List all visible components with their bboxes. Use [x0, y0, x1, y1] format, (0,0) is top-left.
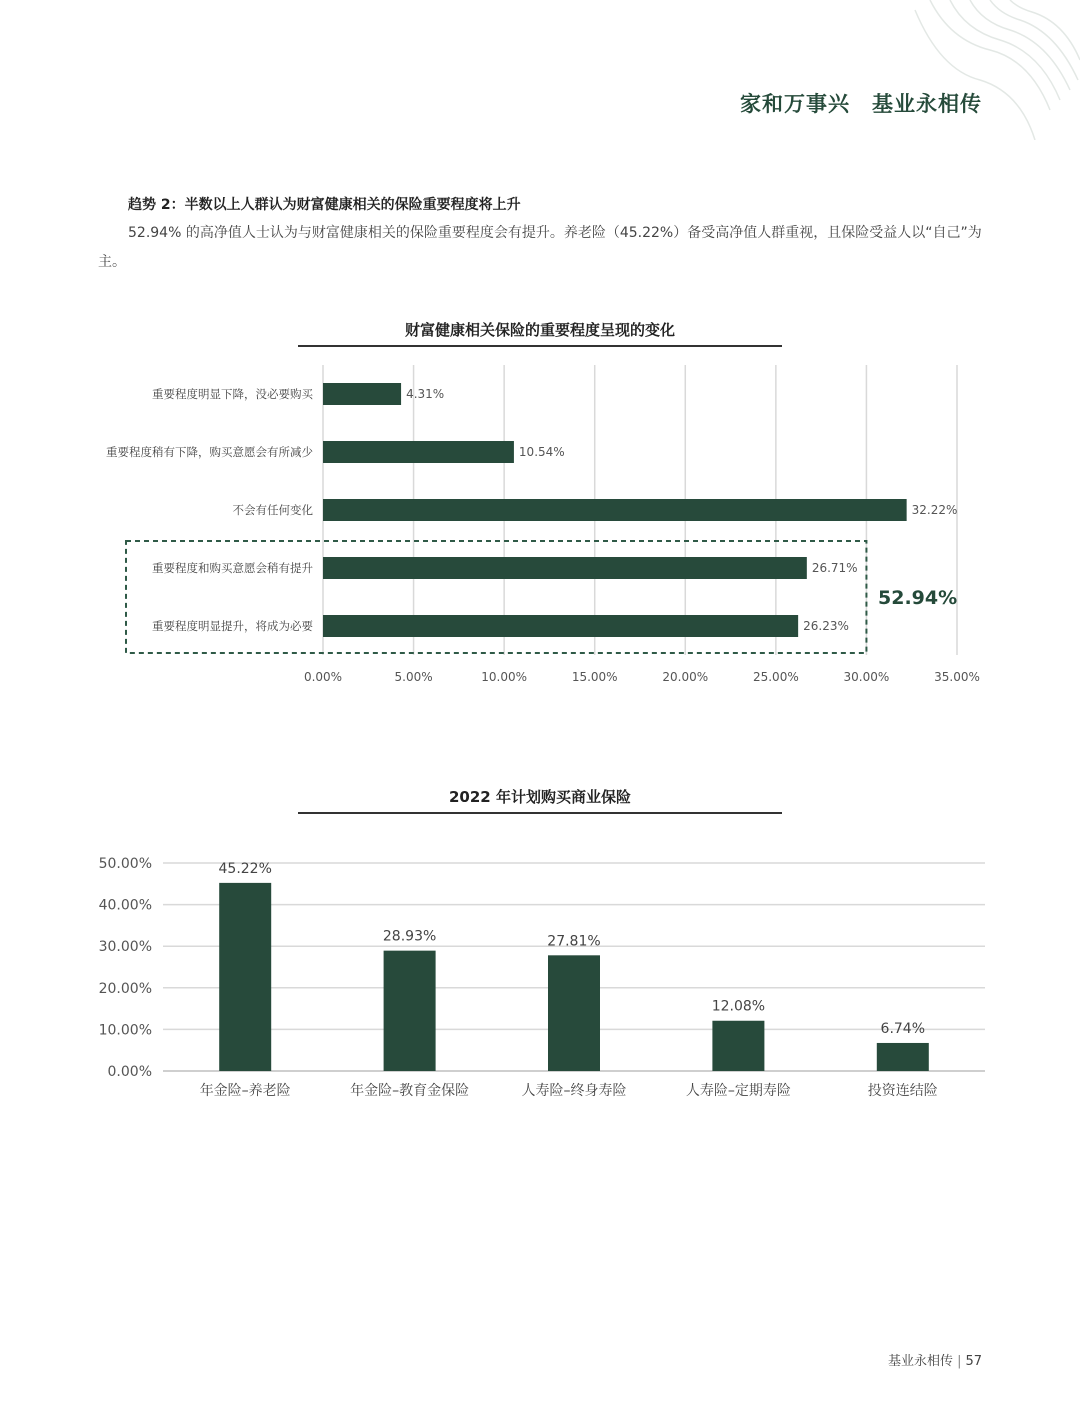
chart2-category-label: 年金险–养老险: [199, 1083, 291, 1099]
chart1-hbar: [0, 355, 1080, 700]
chart2-bar: [712, 1021, 764, 1071]
chart1-x-tick-label: 15.00%: [571, 670, 618, 684]
chart1-category-label: 重要程度稍有下降，购买意愿会有所减少: [106, 445, 313, 459]
chart1-x-tick-label: 0.00%: [303, 670, 343, 684]
chart2-y-tick-label: 40.00%: [98, 897, 152, 914]
chart1-x-tick-label: 5.00%: [394, 670, 433, 684]
chart2-category-label: 年金险–教育金保险: [350, 1083, 470, 1099]
page-footer: [888, 1350, 982, 1369]
chart1-category-label: 不会有任何变化: [232, 503, 313, 517]
fingerprint-decoration-icon: [910, 0, 1080, 140]
chart1-x-tick-label: 25.00%: [752, 670, 799, 684]
chart2-title: 2022 年计划购买商业保险: [449, 788, 631, 806]
footer-text: 基业永相传: [888, 1354, 954, 1369]
chart2-value-label: 45.22%: [218, 860, 272, 877]
chart2-y-tick-label: 10.00%: [98, 1022, 152, 1039]
chart1-value-label: 4.31%: [406, 387, 445, 401]
chart1-category-label: 重要程度明显提升，将成为必要: [152, 619, 313, 633]
chart2-value-label: 6.74%: [880, 1020, 926, 1037]
chart2-bar: [548, 955, 600, 1071]
chart2-y-tick-label: 50.00%: [98, 856, 152, 872]
chart1-value-label: 26.23%: [803, 619, 849, 633]
chart2-bar: [384, 951, 436, 1071]
chart1-x-tick-label: 35.00%: [934, 670, 980, 684]
chart1-x-tick-label: 10.00%: [481, 670, 528, 684]
chart2-value-label: 12.08%: [711, 998, 766, 1015]
chart1-category-label: 重要程度和购买意愿会稍有提升: [152, 561, 313, 575]
page-number: 57: [965, 1354, 982, 1369]
chart1-bar: [323, 557, 807, 579]
chart1-value-label: 26.71%: [811, 561, 858, 575]
chart1-x-tick-label: 20.00%: [662, 670, 709, 684]
chart2-bar: [219, 883, 271, 1071]
chart1-x-tick-label: 30.00%: [843, 670, 890, 684]
chart1-bar: [323, 441, 514, 463]
page-header-title: 家和万事兴 基业永相传: [740, 92, 982, 116]
chart1-bar: [323, 499, 907, 521]
chart1-category-label: 重要程度明显下降，没必要购买: [152, 387, 313, 401]
chart2-y-tick-label: 0.00%: [107, 1064, 152, 1080]
chart1-bar: [323, 383, 401, 405]
chart1-annotation: 52.94%: [878, 587, 958, 609]
chart2-category-label: 人寿险–终身寿险: [521, 1083, 627, 1099]
chart2-value-label: 28.93%: [382, 928, 437, 945]
chart2-category-label: 投资连结险: [867, 1083, 938, 1099]
chart1-title-rule: [298, 345, 782, 347]
body-paragraph: 52.94% 的高净值人士认为与财富健康相关的保险重要程度会有提升。养老险（45.22%）备受高净值人群重视，且保险受益人以“自己”为主。: [98, 225, 982, 270]
chart2-title-rule: [298, 812, 782, 814]
chart2-y-tick-label: 30.00%: [98, 939, 152, 956]
chart2-bar: [877, 1043, 929, 1071]
chart1-bar: [323, 615, 798, 637]
chart1-title: 财富健康相关保险的重要程度呈现的变化: [404, 321, 675, 339]
footer-separator: |: [957, 1354, 962, 1369]
section-heading: 趋势 2：半数以上人群认为财富健康相关的保险重要程度将上升: [128, 197, 521, 213]
chart1-value-label: 10.54%: [518, 445, 565, 459]
chart2-vbar: [0, 840, 1080, 1120]
chart2-value-label: 27.81%: [547, 933, 601, 950]
chart2-category-label: 人寿险–定期寿险: [685, 1083, 791, 1099]
chart2-y-tick-label: 20.00%: [98, 980, 152, 997]
chart1-value-label: 32.22%: [911, 503, 958, 517]
